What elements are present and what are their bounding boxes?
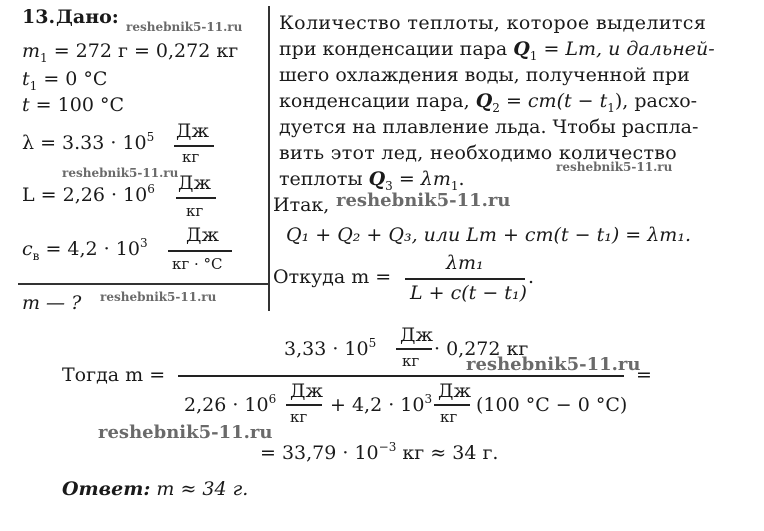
given-c-unit-bar [168,250,232,252]
calc-result: = $33,79 \cdot 10^{-3}$ кг ≈ 34 г. [260,440,499,464]
calc-den-unit2-bar [434,404,470,406]
solution-line-7: теплоты $Q_3 = \lambda m_1$. [279,168,465,193]
solution-line-3: шего охлаждения воды, полученной при [279,64,690,86]
calc-den-part1: $2,26 \cdot 10^6$ [184,392,277,416]
calc-num-unit-bar [396,348,432,350]
given-lambda-unit-den: кг [182,148,200,166]
given-t1: $t_1 = 0$ °C [22,68,108,93]
given-c-unit-den: кг · °C [172,255,223,273]
given-m1: $m_1 = 272$ г = 0,272 кг [22,40,239,65]
calc-numerator: $3,33 \cdot 10^5$ [284,336,377,360]
solution-line-4: конденсации пара, $Q_2 = cm(t - t_1)$, расхо- [279,90,698,115]
watermark: reshebnik5-11.ru [336,190,511,211]
answer: Ответ: m ≈ 34 г. [62,478,249,500]
otkuda-period: . [528,266,535,288]
given-lambda-unit-bar [174,145,214,147]
calc-num-unit-den: кг [402,352,420,370]
calc-den-unit1-den: кг [290,408,308,426]
given-divider-vertical [268,6,270,311]
calc-den-unit1-bar [286,404,322,406]
otkuda-denominator: L + c(t − t₁) [410,282,527,304]
given-c: $c_в = 4,2 \cdot 10^3$ [22,236,148,263]
calc-num-tail: · 0,272 кг [434,338,529,360]
solution-line-1: Количество теплоты, которое выделится [279,12,707,34]
otkuda-numerator: λm₁ [446,252,484,274]
solution-otkuda: Откуда m = [273,266,392,288]
given-label: Дано: [56,6,119,28]
given-t: t = 100 °C [22,94,124,116]
problem-number: 13. [22,6,56,28]
watermark: reshebnik5-11.ru [556,160,673,174]
given-L-unit-den: кг [186,202,204,220]
otkuda-fraction-bar [405,278,525,280]
given-c-unit-num: Дж [186,224,219,246]
watermark: reshebnik5-11.ru [62,166,179,180]
given-L: $L = 2,26 \cdot 10^6$ [22,182,155,206]
given-lambda-unit-num: Дж [176,120,209,142]
given-find: m — ? [22,292,82,314]
solution-line-6: вить этот лед, необходимо количество [279,142,677,164]
solution-equation: Q₁ + Q₂ + Q₃, или Lm + cm(t − t₁) = λm₁. [286,224,691,246]
watermark: reshebnik5-11.ru [100,290,217,304]
calc-den-unit1-num: Дж [290,380,323,402]
calc-den-part2: + $4,2 \cdot 10^3$ [330,392,433,416]
solution-itak: Итак, [273,194,330,216]
given-divider-horizontal [18,283,270,285]
calc-den-unit2-den: кг [440,408,458,426]
given-lambda: $\lambda = 3.33 \cdot 10^5$ [22,130,155,154]
given-L-unit-bar [176,197,216,199]
solution-line-2: при конденсации пара $Q_1 = Lm$, и дальней- [279,38,715,63]
calc-den-part3: (100 °C − 0 °C) [476,394,628,416]
watermark: reshebnik5-11.ru [466,354,641,375]
calc-togda: Тогда m = [62,364,166,386]
calc-num-unit-num: Дж [400,324,433,346]
watermark: reshebnik5-11.ru [126,20,243,34]
given-L-unit-num: Дж [178,172,211,194]
calc-den-unit2-num: Дж [438,380,471,402]
solution-line-5: дуется на плавление льда. Чтобы распла- [279,116,699,138]
watermark: reshebnik5-11.ru [98,422,273,443]
calc-main-fraction-bar [178,375,624,377]
calc-equals: = [636,364,652,386]
